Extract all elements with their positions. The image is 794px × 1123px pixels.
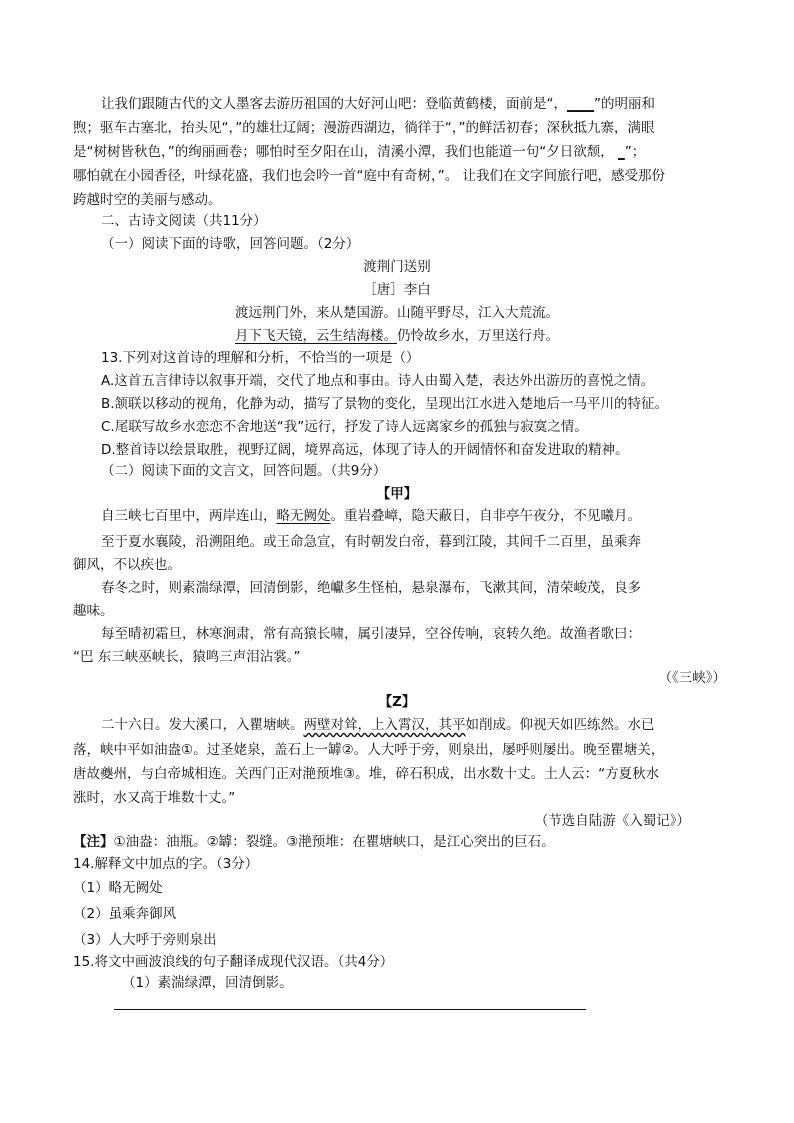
intro-line-3: 是“树树皆秋色，”的绚丽画卷；哪怕时至夕阳在山，清溪小潭，我们也能道一句“夕日欲颓， _”； xyxy=(73,144,646,160)
dotted-word: 略无阙处 xyxy=(276,508,331,524)
intro-line-5: 跨越时空的美丽与感动。 xyxy=(73,192,222,208)
wavy-underlined-sentence: 两壁对耸，上入霄汉，其平 xyxy=(303,717,466,733)
jia-paragraph-3-line-2: 趣味。 xyxy=(73,603,114,619)
intro-line-2: 煦；驱车古塞北，抬头见“，”的雄壮辽阔；漫游西湖边，徜徉于“，”的鲜活初春；深秋抵九寨，满眼 xyxy=(73,120,655,136)
q14-item-1: （1）略无阙处 xyxy=(73,880,163,896)
yi-line-1: 二十六日。发大溪口，入瞿塘峡。两壁对耸，上入霄汉，其平如削成。仰视天如匹练然。水已 xyxy=(101,717,655,733)
q13-option-c[interactable]: C.尾联写故乡水恋恋不舍地送“我”远行，抒发了诗人远离家乡的孤独与寂寞之情。 xyxy=(101,419,588,435)
q13-option-d[interactable]: D.整首诗以绘景取胜，视野辽阔，境界高远，体现了诗人的开阔情怀和奋发进取的精神。 xyxy=(101,442,629,458)
q13-option-b[interactable]: B.颔联以移动的视角，化静为动，描写了景物的变化，呈现出江水进入楚地后一马平川的特征。 xyxy=(101,396,669,412)
q14-item-2: （2）虽乘奔御风 xyxy=(73,906,177,922)
q13-option-a[interactable]: A.这首五言律诗以叙事开端，交代了地点和事由。诗人由蜀入楚，表达外出游历的喜悦之情。 xyxy=(101,373,655,389)
intro-line-4: 哪怕就在小园香径，叶绿花盛，我们也会吟一首“庭中有奇树，”。 让我们在文字间旅行吧，感受那份 xyxy=(73,168,666,184)
jia-paragraph-2-line-2: 御风，不以疾也。 xyxy=(73,557,181,573)
q14-stem: 14.解释文中加点的字。（3分） xyxy=(73,856,259,872)
poem-line-2: 月下飞天镜，云生结海楼。仍怜故乡水，万里送行舟。 xyxy=(235,328,559,344)
jia-paragraph-4-line-2: “巴 东三峡巫峡长，猿鸣三声泪沾裳。” xyxy=(73,649,301,665)
yi-source: （节选自陆游《入蜀记》） xyxy=(534,813,690,829)
yi-line-3: 唐故夔州，与白帝城相连。关西门正对滟预堆③。堆，碎石积成，出水数十丈。土人云：“方夏秋水 xyxy=(73,766,660,782)
yi-note: 【注】①油盎：油瓶。②罅：裂缝。③滟预堆：在瞿塘峡口，是江心突出的巨石。 xyxy=(73,834,555,850)
jia-source: （《三峡》） xyxy=(658,670,726,686)
q14-item-3: （3）人大呼于旁则泉出 xyxy=(73,932,217,948)
yi-line-2: 落，峡中平如油盎①。过圣姥泉，盖石上一罅②。人大呼于旁，则泉出，屡呼则屡出。晚至瞿塘关， xyxy=(73,742,665,758)
poem-line-1: 渡远荆门外，来从楚国游。山随平野尽，江入大荒流。 xyxy=(235,305,559,321)
underlined-verse: 月下飞天镜，云生结海楼。 xyxy=(235,328,397,344)
intro-line-1: 让我们跟随古代的文人墨客去游历祖国的大好河山吧：登临黄鹤楼，面前是“，____”的明丽和 xyxy=(101,96,655,112)
passage-yi-label: 【Z】 xyxy=(378,694,416,710)
fill-blank[interactable]: ____ xyxy=(567,96,594,112)
section-heading: 二、古诗文阅读（共11分） xyxy=(101,213,267,229)
part-one-instruction: （一）阅读下面的诗歌，回答问题。（2分） xyxy=(101,236,360,252)
passage-jia-label: 【甲】 xyxy=(376,486,418,502)
jia-paragraph-1: 自三峡七百里中，两岸连山，略无阙处。重岩叠嶂，隐天蔽日，自非亭午夜分，不见曦月。 xyxy=(101,508,641,524)
jia-paragraph-3-line-1: 春冬之时，则素湍绿潭，回清倒影，绝巘多生怪柏，悬泉瀑布，飞漱其间，清荣峻茂，良多 xyxy=(101,580,641,596)
q13-stem: 13.下列对这首诗的理解和分析，不恰当的一项是（） xyxy=(101,350,420,366)
answer-line[interactable] xyxy=(114,1009,586,1010)
q15-item-1: （1）素湍绿潭，回清倒影。 xyxy=(122,975,293,991)
q15-stem: 15.将文中画波浪线的句子翻译成现代汉语。（共4分） xyxy=(73,954,394,970)
poem-author: ［唐］李白 xyxy=(363,282,431,298)
jia-paragraph-4-line-1: 每至晴初霜旦，林寒涧肃，常有高猿长啸，属引凄异，空谷传响，哀转久绝。故渔者歌曰： xyxy=(101,626,641,642)
yi-line-4: 涨时，水又高于堆数十丈。” xyxy=(73,790,236,806)
poem-title: 渡荆门送别 xyxy=(363,259,431,275)
jia-paragraph-2-line-1: 至于夏水襄陵，沿溯阻绝。或王命急宣，有时朝发白帝，暮到江陵，其间千二百里，虽乘奔 xyxy=(101,534,641,550)
part-two-instruction: （二）阅读下面的文言文，回答问题。（共9分） xyxy=(101,463,387,479)
fill-blank[interactable]: _ xyxy=(618,144,625,160)
